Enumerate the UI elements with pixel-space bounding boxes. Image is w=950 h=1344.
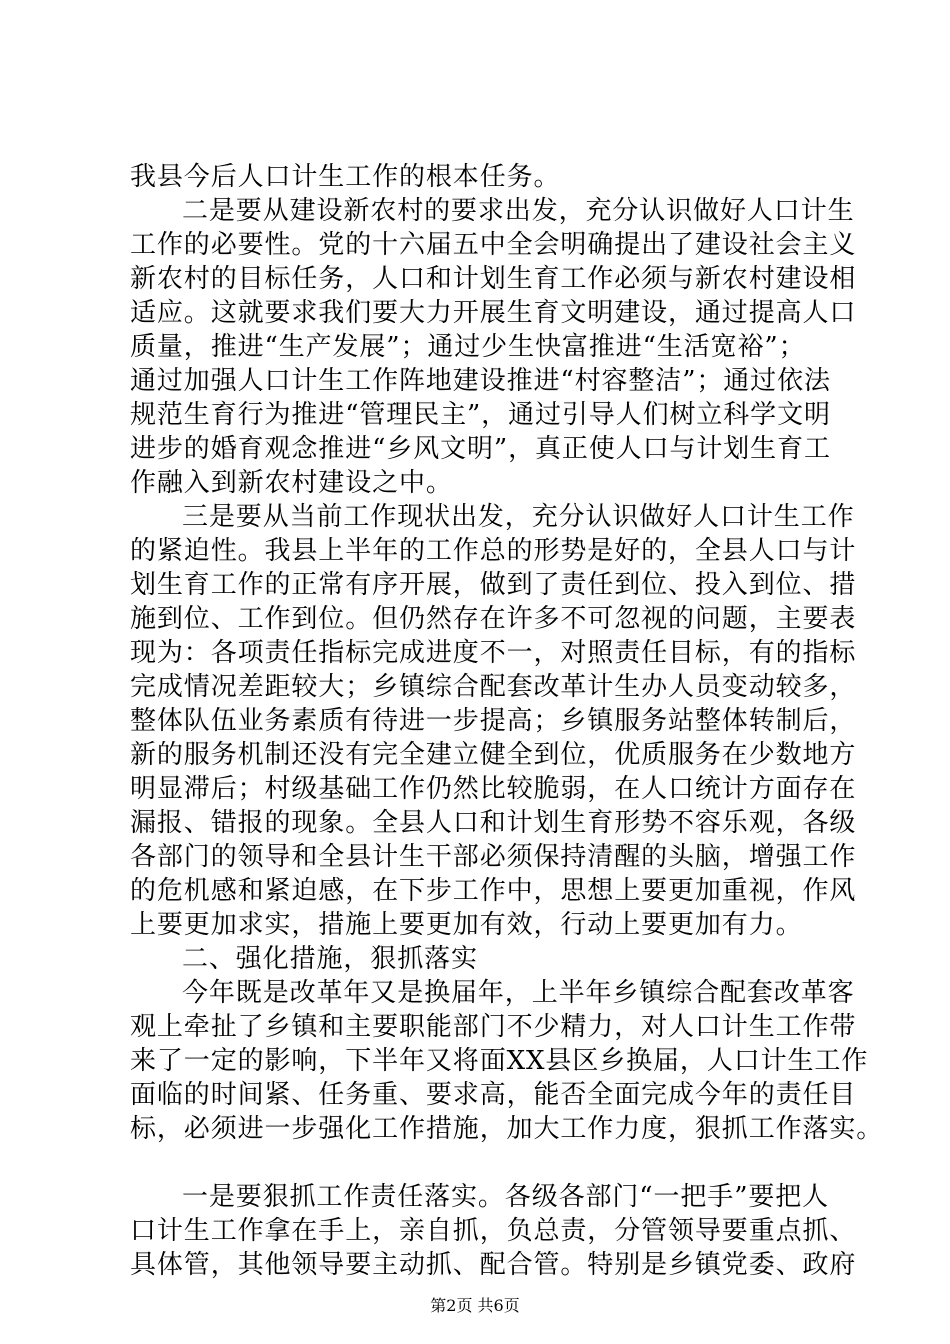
text-line: 新农村的目标任务，人口和计划生育工作必须与新农村建设相: [130, 264, 857, 294]
paragraph-start: 二是要从建设新农村的要求出发，充分认识做好人口计生: [182, 196, 855, 226]
text-line: 上要更加求实，措施上要更加有效，行动上要更加有力。: [130, 910, 803, 940]
text-line: 观上牵扯了乡镇和主要职能部门不少精力，对人口计生工作带: [130, 1012, 857, 1042]
text-line: 的紧迫性。我县上半年的工作总的形势是好的，全县人口与计: [130, 536, 857, 566]
text-line: 作融入到新农村建设之中。: [130, 468, 453, 498]
text-line: 我县今后人口计生工作的根本任务。: [130, 162, 561, 192]
text-line: 适应。这就要求我们要大力开展生育文明建设，通过提高人口: [130, 298, 857, 328]
text-line: 新的服务机制还没有完全建立健全到位，优质服务在少数地方: [130, 740, 857, 770]
text-line: 各部门的领导和全县计生干部必须保持清醒的头脑，增强工作: [130, 842, 857, 872]
text-line: 进步的婚育观念推进“乡风文明”，真正使人口与计划生育工: [130, 434, 831, 464]
section-heading: 二、强化措施，狠抓落实: [182, 944, 478, 974]
text-line: 面临的时间紧、任务重、要求高，能否全面完成今年的责任目: [130, 1080, 857, 1110]
text-line: 明显滞后；村级基础工作仍然比较脆弱，在人口统计方面存在: [130, 774, 857, 804]
text-line: 来了一定的影响，下半年又将面XX县区乡换届，人口计生工作: [130, 1046, 869, 1076]
page-number-footer: 第2页 共6页: [430, 1296, 520, 1315]
text-line: 工作的必要性。党的十六届五中全会明确提出了建设社会主义: [130, 230, 857, 260]
text-line: 的危机感和紧迫感，在下步工作中，思想上要更加重视，作风: [130, 876, 857, 906]
text-line: 通过加强人口计生工作阵地建设推进“村容整洁”；通过依法: [130, 366, 831, 396]
text-line: 现为：各项责任指标完成进度不一，对照责任目标，有的指标: [130, 638, 857, 668]
text-line: 整体队伍业务素质有待进一步提高；乡镇服务站整体转制后，: [130, 706, 857, 736]
text-line: 规范生育行为推进“管理民主”，通过引导人们树立科学文明: [130, 400, 831, 430]
text-line: 完成情况差距较大；乡镇综合配套改革计生办人员变动较多，: [130, 672, 857, 702]
paragraph-gap: [130, 1146, 830, 1180]
text-line: 标，必须进一步强化工作措施，加大工作力度，狠抓工作落实。: [130, 1114, 884, 1144]
text-line: 质量，推进“生产发展”；通过少生快富推进“生活宽裕”；: [130, 332, 806, 362]
text-line: 施到位、工作到位。但仍然存在许多不可忽视的问题，主要表: [130, 604, 857, 634]
paragraph-start: 一是要狠抓工作责任落实。各级各部门“一把手”要把人: [182, 1182, 830, 1212]
text-line: 漏报、错报的现象。全县人口和计划生育形势不容乐观，各级: [130, 808, 857, 838]
text-line: 具体管，其他领导要主动抓、配合管。特别是乡镇党委、政府: [130, 1250, 857, 1280]
paragraph-start: 今年既是改革年又是换届年，上半年乡镇综合配套改革客: [182, 978, 855, 1008]
text-line: 划生育工作的正常有序开展，做到了责任到位、投入到位、措: [130, 570, 857, 600]
paragraph-start: 三是要从当前工作现状出发，充分认识做好人口计生工作: [182, 502, 855, 532]
document-body: [130, 160, 884, 1282]
text-line: 口计生工作拿在手上，亲自抓，负总责，分管领导要重点抓、: [130, 1216, 857, 1246]
